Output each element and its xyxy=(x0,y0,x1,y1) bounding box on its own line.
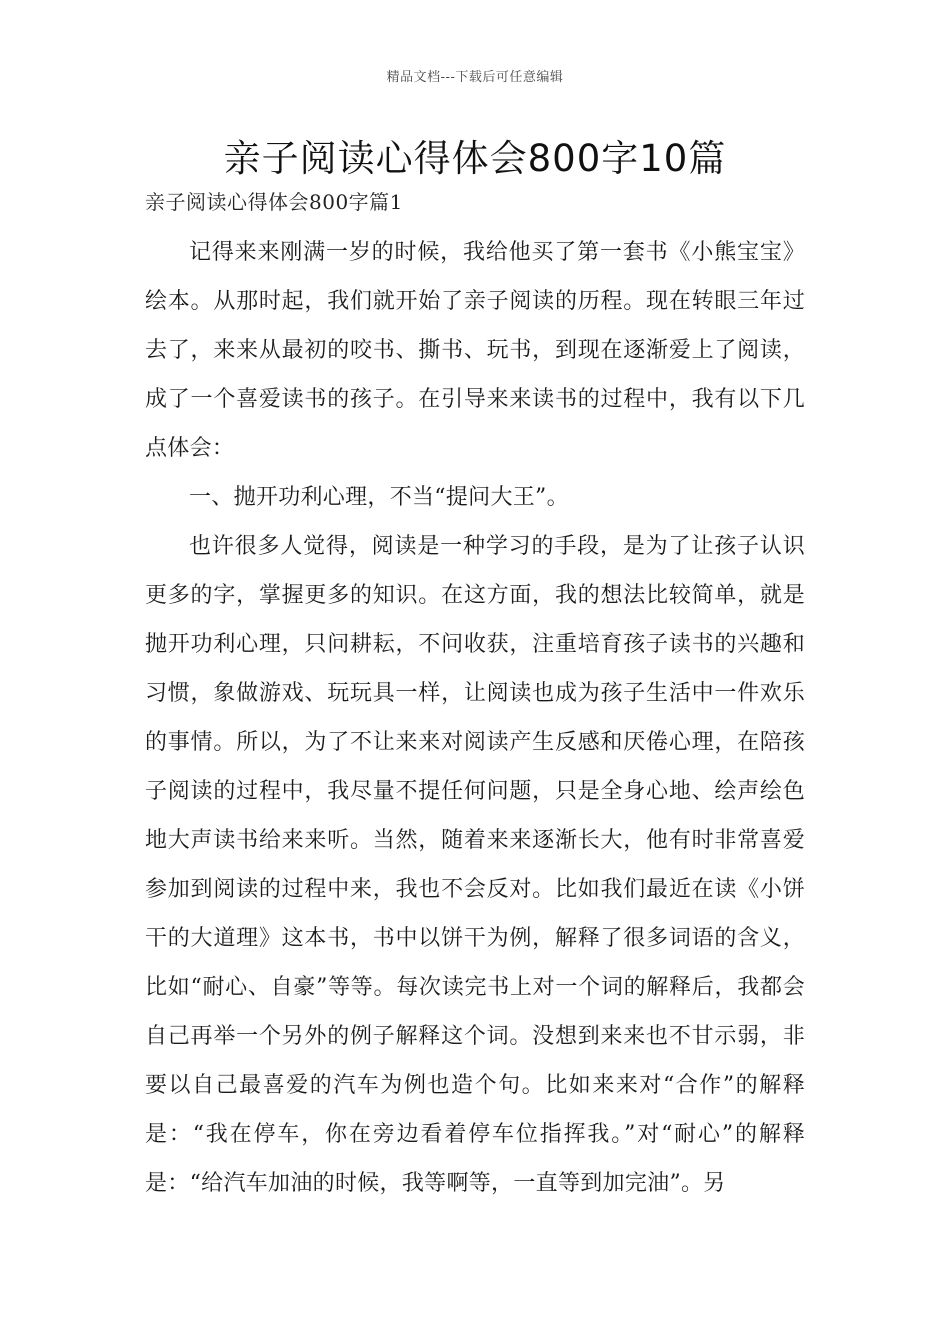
document-title: 亲子阅读心得体会800字10篇 xyxy=(223,137,727,180)
paragraph-intro: 记得来来刚满一岁的时候，我给他买了第一套书《小熊宝宝》绘本。从那时起，我们就开始了亲子阅读的历程。现在转眼三年过去了，来来从最初的咬书、撕书、玩书，到现在逐渐爱上了阅读，成了一个喜爱读书的孩子。在引导来来读书的过程中，我有以下几点体会： xyxy=(145,240,805,461)
section-heading: 亲子阅读心得体会800字篇1 xyxy=(145,190,403,214)
header-note: 精品文档---下载后可任意编辑 xyxy=(386,70,564,85)
paragraph-body: 也许很多人觉得，阅读是一种学习的手段，是为了让孩子认识更多的字，掌握更多的知识。在这方面，我的想法比较简单，就是抛开功利心理，只问耕耘，不问收获，注重培育孩子读书的兴趣和习惯，象做游戏、玩玩具一样，让阅读也成为孩子生活中一件欢乐的事情。所以，为了不让来来对阅读产生反感和厌倦心理，在陪孩子阅读的过程中，我尽量不提任何问题，只是全身心地、绘声绘色地大声读书给来来听。当然，随着来来逐渐长大，他有时非常喜爱参加到阅读的过程中来，我也不会反对。比如我们最近在读《小饼干的大道理》这本书，书中以饼干为例，解释了很多词语的含义，比如“耐心、自豪”等等。每次读完书上对一个词的解释后，我都会自己再举一个另外的例子解释这个词。没想到来来也不甘示弱，非要以自己最喜爱的汽车为例也造个句。比如来来对“合作”的解释是：“我在停车，你在旁边看着停车位指挥我。”对“耐心”的解释是：“给汽车加油的时候，我等啊等，一直等到加完油”。另 xyxy=(145,534,805,1196)
paragraph-point-one: 一、抛开功利心理，不当“提问大王”。 xyxy=(189,485,569,510)
document-body xyxy=(145,228,805,1208)
